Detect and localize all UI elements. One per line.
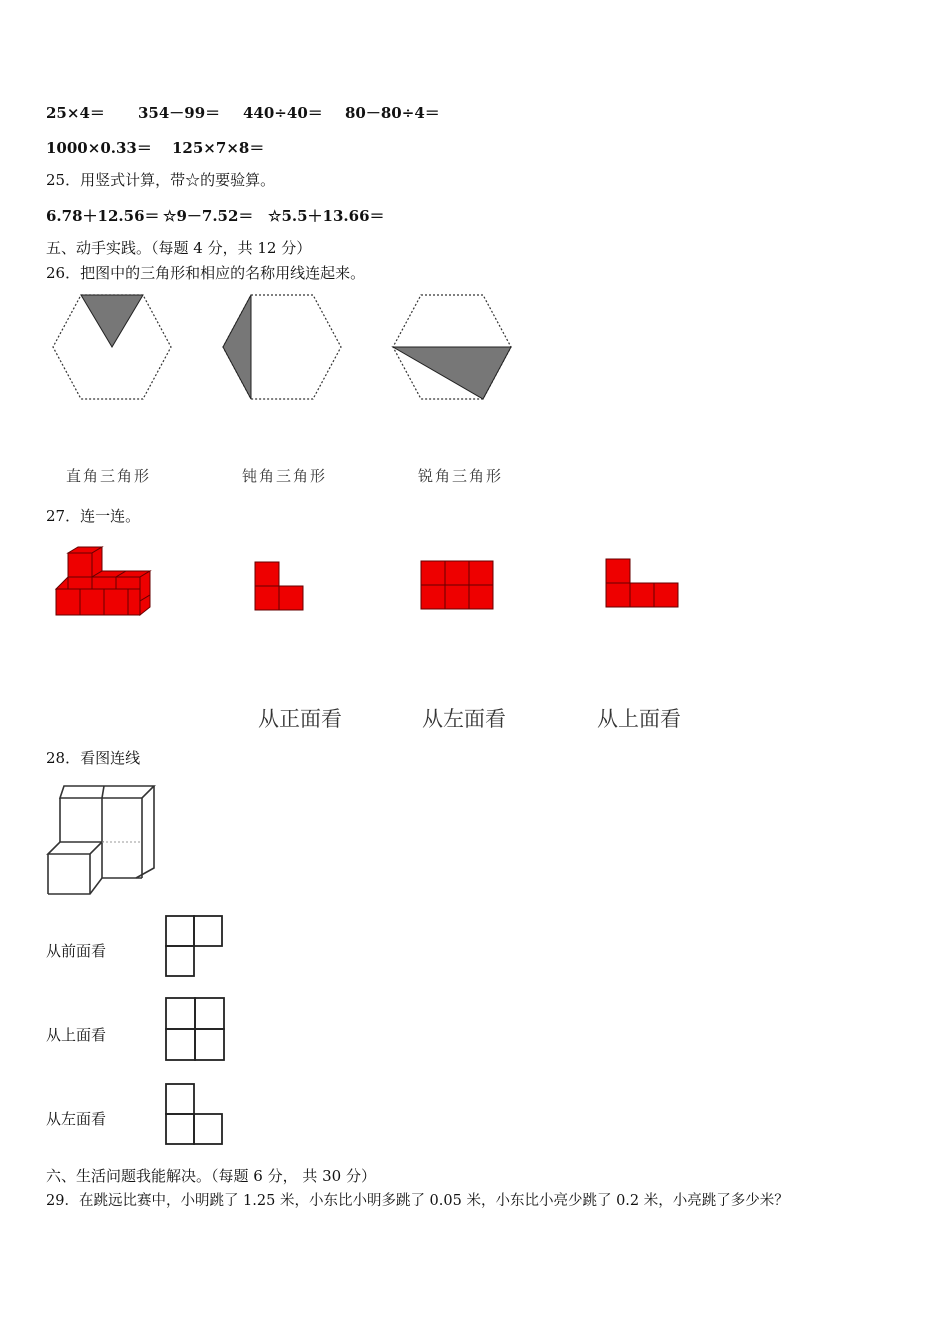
line-cube-figure-3d: [46, 780, 156, 898]
red-cube-figure-3d: [52, 545, 152, 620]
question-25-title: 25．用竖式计算，带☆的要验算。: [46, 171, 276, 189]
view-grid-top: [164, 996, 228, 1064]
view-label: 从上面看: [46, 1026, 107, 1044]
triangle-label: 直角三角形: [66, 467, 152, 485]
question-26-title: 26．把图中的三角形和相应的名称用线连起来。: [46, 264, 366, 282]
view-label: 从左面看: [46, 1110, 107, 1128]
calc-expr: ☆5.5＋13.66＝: [268, 207, 385, 225]
calc-expr: 80－80÷4＝: [345, 104, 440, 122]
calc-expr: 440÷40＝: [243, 104, 323, 122]
view-label: 从上面看: [597, 707, 681, 731]
view-grid-left: [164, 1082, 226, 1148]
question-27-title: 27．连一连。: [46, 507, 141, 525]
calc-expr: 6.78＋12.56＝: [46, 207, 160, 225]
red-view-figure-2: [420, 560, 495, 612]
red-view-figure-1: [254, 561, 306, 613]
red-view-figure-3: [605, 558, 681, 610]
calc-expr: 125×7×8＝: [172, 139, 265, 157]
view-grid-front: [164, 914, 226, 980]
view-label: 从前面看: [46, 942, 107, 960]
calc-expr: 25×4＝: [46, 104, 105, 122]
hexagon-figure-3: [390, 292, 515, 402]
triangle-label: 钝角三角形: [242, 467, 328, 485]
section-6-title: 六、生活问题我能解决。（每题 6 分， 共 30 分）: [46, 1167, 376, 1185]
calc-expr: 1000×0.33＝: [46, 139, 152, 157]
question-28-title: 28．看图连线: [46, 749, 141, 767]
section-5-title: 五、动手实践。（每题 4 分，共 12 分）: [46, 239, 312, 257]
hexagon-figure-2: [220, 292, 345, 402]
hexagon-figure-1: [50, 292, 175, 402]
question-29-text: 29．在跳远比赛中，小明跳了 1.25 米，小东比小明多跳了 0.05 米，小东比小亮少跳了 0.2 米，小亮跳了多少米？: [46, 1193, 789, 1209]
calc-expr: ☆9－7.52＝: [163, 207, 254, 225]
calc-expr: 354－99＝: [138, 104, 221, 122]
view-label: 从正面看: [258, 707, 342, 731]
triangle-label: 锐角三角形: [418, 467, 504, 485]
view-label: 从左面看: [422, 707, 506, 731]
